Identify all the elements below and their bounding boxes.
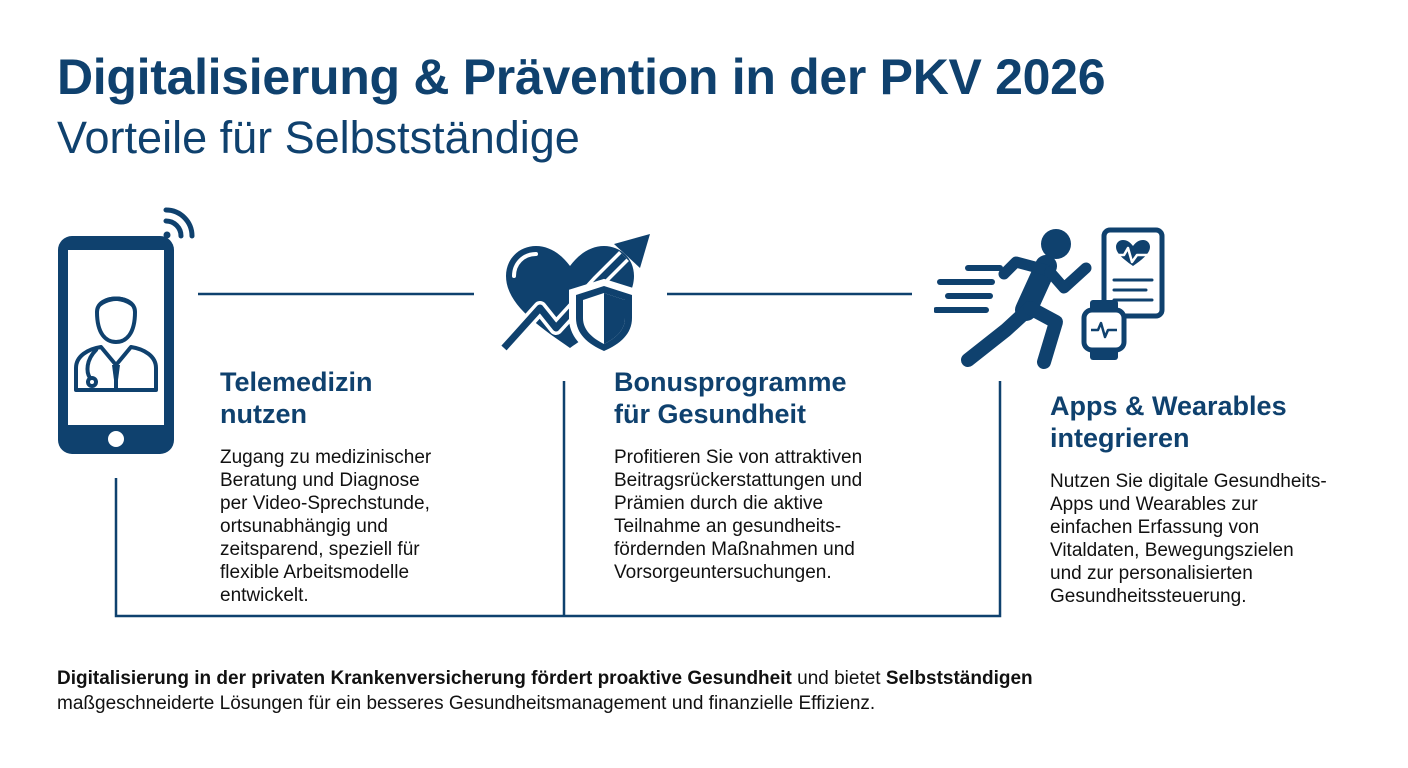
column-bonusprogramme: [614, 366, 944, 584]
body-line: ortsunabhängig und: [220, 516, 388, 537]
body-line: Gesundheitssteuerung.: [1050, 586, 1247, 607]
column-title-line2: nutzen: [220, 399, 307, 429]
body-line: Beratung und Diagnose: [220, 470, 420, 491]
body-line: fördernden Maßnahmen und: [614, 539, 855, 560]
body-line: Vitaldaten, Bewegungszielen: [1050, 540, 1294, 561]
column-title-line1: Telemedizin: [220, 367, 373, 397]
body-line: zeitsparend, speziell für: [220, 539, 420, 560]
footer-bold-1: Digitalisierung in der privaten Krankenversicherung fördert proaktive Gesundheit: [57, 668, 792, 689]
smartphone-doctor-icon: [52, 200, 212, 460]
column-body: [220, 446, 520, 607]
column-title-line1: Apps & Wearables: [1050, 391, 1287, 421]
footer-bold-2: Selbstständigen: [885, 668, 1033, 689]
body-line: Prämien durch die aktive: [614, 493, 824, 514]
body-line: flexible Arbeitsmodelle: [220, 562, 410, 583]
footer-text-1: und bietet: [791, 668, 886, 689]
body-line: Vorsorgeuntersuchungen.: [614, 562, 832, 583]
body-line: Beitragsrückerstattungen und: [614, 470, 863, 491]
page-subtitle: Vorteile für Selbstständige: [57, 112, 580, 163]
body-line: und zur personalisierten: [1050, 563, 1253, 584]
body-line: einfachen Erfassung von: [1050, 517, 1260, 538]
runner-wearables-icon: [934, 222, 1174, 372]
footer-text-2: maßgeschneiderte Lösungen für ein besseres Gesundheitsmanagement und finanzielle Effizienz.: [57, 693, 876, 714]
page-title: Digitalisierung & Prävention in der PKV 2026: [57, 49, 1106, 105]
column-apps-wearables: [1050, 390, 1390, 608]
body-line: Nutzen Sie digitale Gesundheits-: [1050, 471, 1327, 492]
body-line: Zugang zu medizinischer: [220, 447, 432, 468]
column-title-line1: Bonusprogramme: [614, 367, 847, 397]
column-title: [1050, 390, 1390, 454]
body-line: per Video-Sprechstunde,: [220, 493, 430, 514]
body-line: Profitieren Sie von attraktiven: [614, 447, 863, 468]
column-body: [614, 446, 944, 584]
heart-shield-growth-icon: [498, 230, 658, 360]
column-title-line2: integrieren: [1050, 423, 1190, 453]
body-line: Apps und Wearables zur: [1050, 494, 1258, 515]
footer-summary: [57, 666, 1357, 716]
body-line: entwickelt.: [220, 585, 309, 606]
column-body: [1050, 470, 1390, 608]
body-line: Teilnahme an gesundheits-: [614, 516, 842, 537]
column-title: [614, 366, 944, 430]
column-title: [220, 366, 520, 430]
column-title-line2: für Gesundheit: [614, 399, 807, 429]
column-telemedizin: [220, 366, 520, 607]
